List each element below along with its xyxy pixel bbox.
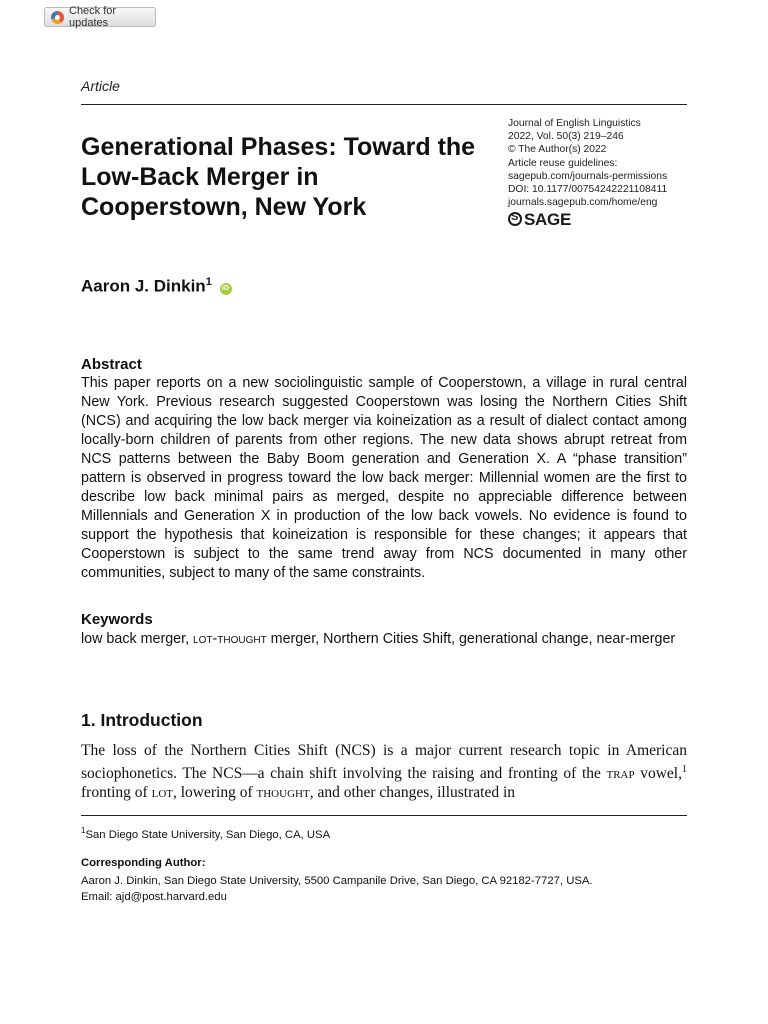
intro-thought: thought [256, 784, 310, 802]
keywords-part-3: merger, Northern Cities Shift, generational change, near-merger [266, 631, 676, 647]
footer-divider [81, 815, 687, 816]
author-affiliation-mark: 1 [205, 276, 212, 288]
journal-info [508, 117, 698, 229]
corresponding-author-details [81, 873, 701, 905]
abstract-text: This paper reports on a new sociolinguistic sample of Cooperstown, a village in rural central New York. Previous research suggested Cooperstown was losing the Northern Cities Shift (NCS) and acquiring the low back merger via koineization as a result of dialect contact among locally-born children of parents from other regions. The new data shows abrupt retreat from NCS patterns between the Baby Boom generation and Generation X. A “phase transition” pattern is observed in progress toward the low back merger: Millennial women are the first to describe low back minimal pairs as merged, despite no appreciable difference between Millennials and Generation X in production of the low back vowels. No evidence is found to support the hypothesis that koineization is responsible for these changes; it appears that Cooperstown is subject to the same trend away from NCS documented in many other communities, subject to many of the same constraints. [81, 375, 687, 581]
intro-text-3: fronting of [81, 784, 152, 802]
journal-volume: 2022, Vol. 50(3) 219–246 [508, 131, 624, 143]
author-line [81, 276, 232, 297]
check-for-updates-button[interactable] [44, 7, 156, 27]
affiliation-text: San Diego State University, San Diego, CA, USA [85, 828, 331, 841]
affiliation-note [81, 826, 330, 841]
intro-trap: trap [606, 765, 635, 783]
introduction-text [81, 741, 687, 802]
keywords-text [81, 630, 687, 649]
intro-lot: lot [151, 784, 173, 802]
journal-homepage-link[interactable]: journals.sagepub.com/home/eng [508, 197, 658, 209]
affiliation-note-mark: 1 [81, 826, 86, 835]
intro-text-4: , lowering of [173, 784, 257, 802]
corresponding-email[interactable]: Email: ajd@post.harvard.edu [81, 891, 227, 903]
footnote-ref-1[interactable]: 1 [682, 764, 687, 775]
copyright: © The Author(s) 2022 [508, 144, 607, 156]
article-type-label: Article [81, 78, 120, 94]
keywords-heading: Keywords [81, 611, 153, 628]
permissions-link[interactable]: sagepub.com/journals-permissions [508, 170, 668, 182]
sage-logo-text: SAGE [524, 209, 571, 229]
corresponding-address: Aaron J. Dinkin, San Diego State University, 5500 Campanile Drive, San Diego, CA 92182-7727, USA. [81, 875, 593, 887]
sage-logo [508, 209, 698, 229]
header-divider [81, 104, 687, 105]
intro-text-2: vowel, [634, 765, 682, 783]
reuse-guidelines-label: Article reuse guidelines: [508, 157, 618, 169]
doi[interactable]: DOI: 10.1177/00754242221108411 [508, 184, 668, 196]
author-name: Aaron J. Dinkin [81, 276, 206, 296]
check-for-updates-label: Check for updates [69, 5, 117, 29]
keywords-part-1: low back merger, [81, 631, 194, 647]
journal-name: Journal of English Linguistics [508, 118, 641, 129]
keywords-lot-thought: lot-thought [193, 631, 267, 647]
corresponding-author-heading: Corresponding Author: [81, 857, 206, 869]
intro-text-1: The loss of the Northern Cities Shift (NCS) is a major current research topic in American sociophonetics. The NCS—a chain shift involving the raising and fronting of the [81, 742, 687, 783]
sage-mark-icon [508, 212, 522, 226]
paper-title: Generational Phases: Toward the Low-Back Merger in Cooperstown, New York [81, 133, 476, 221]
intro-text-5: , and other changes, illustrated in [309, 784, 516, 802]
introduction-heading: 1. Introduction [81, 710, 203, 730]
abstract-heading: Abstract [81, 356, 142, 373]
crossmark-icon [51, 11, 64, 24]
orcid-icon[interactable]: iD [220, 283, 232, 295]
